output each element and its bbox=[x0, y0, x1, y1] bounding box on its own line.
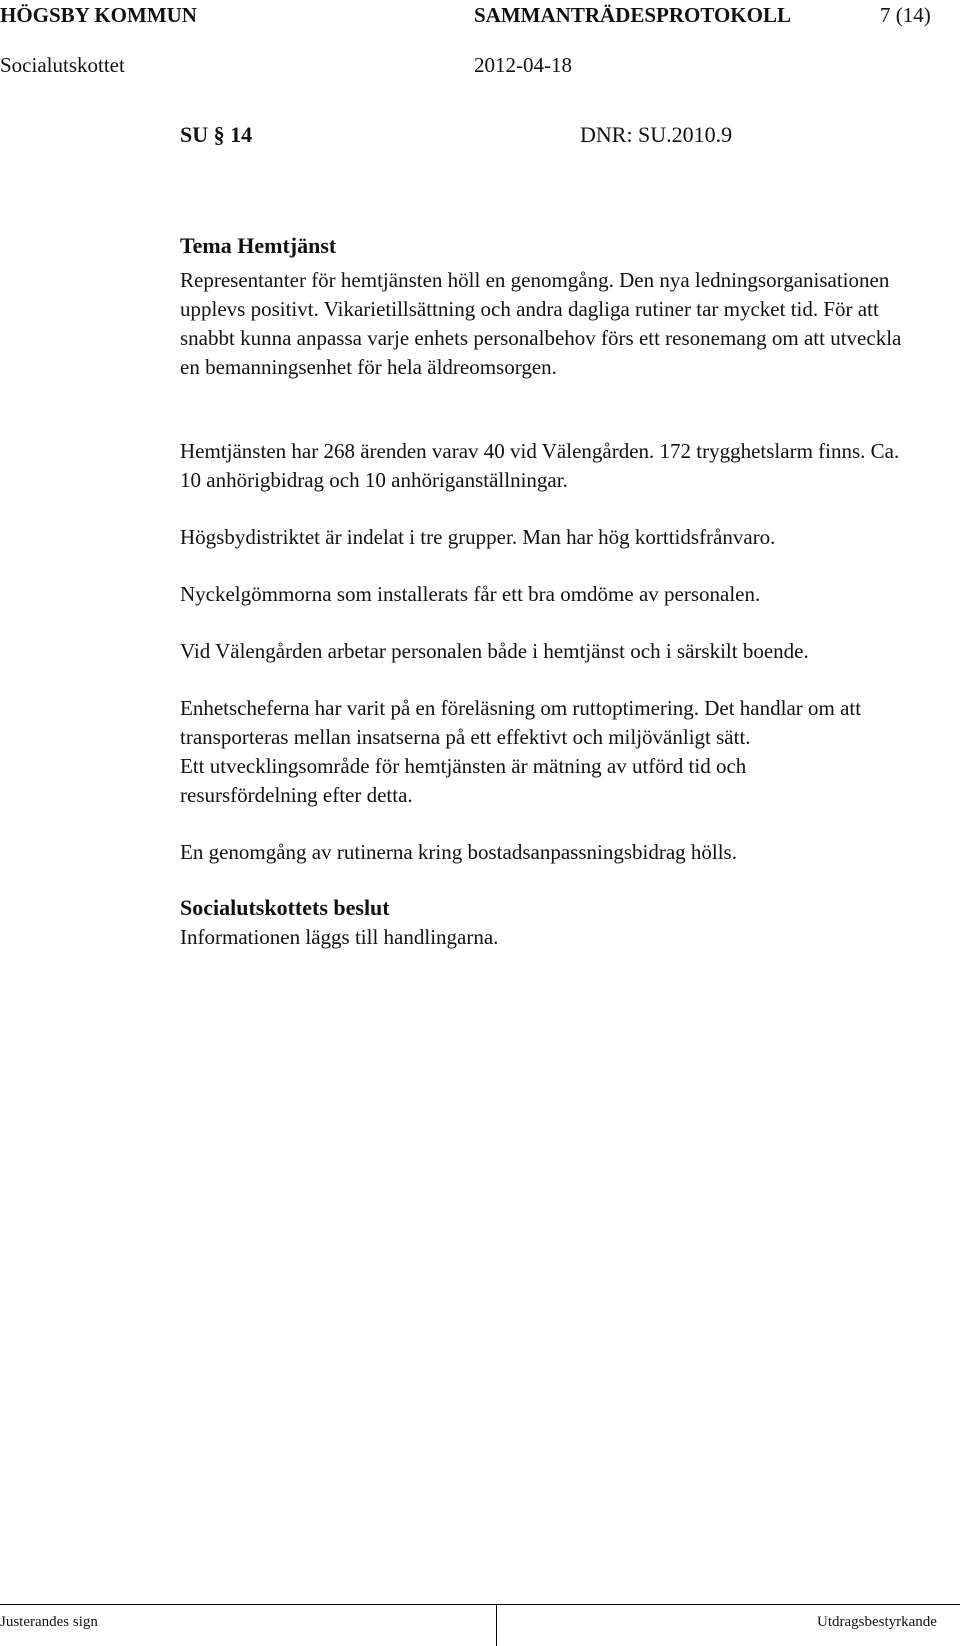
paragraph-development-area: Ett utvecklingsområde för hemtjänsten är mätning av utförd tid och resursfördelning efter detta. bbox=[180, 754, 747, 807]
committee-name: Socialutskottet bbox=[0, 53, 125, 77]
item-number: SU § 14 bbox=[180, 122, 253, 147]
decision-heading: Socialutskottets beslut bbox=[180, 895, 390, 920]
paragraph-statistics: Hemtjänsten har 268 ärenden varav 40 vid Välengården. 172 trygghetslarm finns. Ca. 10 anhörigbidrag och 10 anhöriganställningar. bbox=[180, 439, 900, 492]
section-title: Tema Hemtjänst bbox=[180, 233, 337, 258]
paragraph-districts: Högsbydistriktet är indelat i tre grupper. Man har hög korttidsfrånvaro. bbox=[180, 525, 776, 549]
footer-certification-label: Utdragsbestyrkande bbox=[817, 1614, 937, 1630]
paragraph-housing-adaptation: En genomgång av rutinerna kring bostadsanpassningsbidrag hölls. bbox=[180, 840, 737, 864]
paragraph-key-boxes: Nyckelgömmorna som installerats får ett bra omdöme av personalen. bbox=[180, 582, 761, 606]
page-number: 7 (14) bbox=[880, 3, 931, 27]
footer-signature-label: Justerandes sign bbox=[0, 1614, 98, 1630]
footer-divider bbox=[0, 1604, 960, 1605]
meeting-date: 2012-04-18 bbox=[474, 53, 572, 77]
municipality-name: HÖGSBY KOMMUN bbox=[0, 3, 197, 27]
footer-separator bbox=[496, 1604, 497, 1646]
paragraph-route-optimization: Enhetscheferna har varit på en föreläsning om ruttoptimering. Det handlar om att transporteras mellan insatserna på ett effektivt och miljövänligt sätt. bbox=[180, 696, 862, 749]
decision-text: Informationen läggs till handlingarna. bbox=[180, 925, 499, 949]
paragraph-valengarden: Vid Välengården arbetar personalen både i hemtjänst och i särskilt boende. bbox=[180, 639, 809, 663]
document-type: SAMMANTRÄDESPROTOKOLL bbox=[474, 3, 791, 27]
dnr-number: DNR: SU.2010.9 bbox=[580, 122, 733, 147]
paragraph-intro: Representanter för hemtjänsten höll en genomgång. Den nya ledningsorganisationen upplevs positivt. Vikarietillsättning och andra dagliga rutiner tar mycket tid. För att snabbt kunna anpassa varje enhets personalbehov förs ett resonemang om att utveckla en bemanningsenhet för hela äldreomsorgen. bbox=[180, 268, 902, 379]
